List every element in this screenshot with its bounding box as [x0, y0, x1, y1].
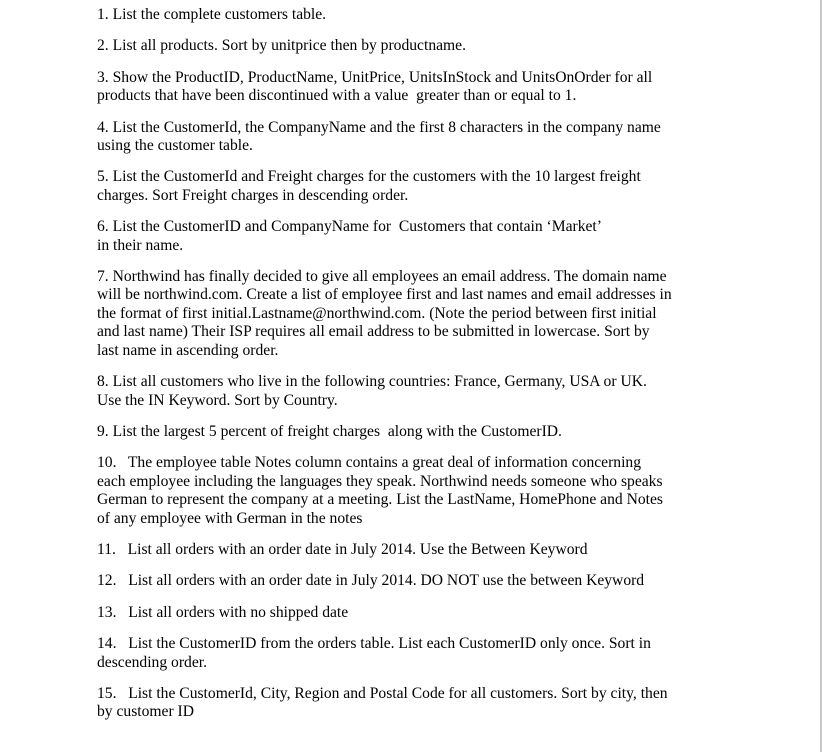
question-3: 3. Show the ProductID, ProductName, UnitPrice, UnitsInStock and UnitsOnOrder for all products that have been discontinued with a value greater than or equal to 1. — [97, 68, 653, 105]
question-5: 5. List the CustomerId and Freight charges for the customers with the 10 largest freight charges. Sort Freight charges in descending order. — [97, 168, 641, 204]
question-6: 6. List the CustomerID and CompanyName for Customers that contain ‘Market’ in their name. — [97, 218, 602, 254]
question-9: 9. List the largest 5 percent of freight charges along with the CustomerID. — [97, 422, 562, 440]
question-1: 1. List the complete customers table. — [97, 6, 327, 23]
question-7: 7. Northwind has finally decided to give all employees an email address. The domain name will be northwind.com. Create a list of employee first and last names and email addresses in the format of first initial.Lastname@northwind.com. (Note the period between first initial and last name) Their ISP requires all email address to be submitted in lowercase. Sort by last name in ascending order. — [97, 268, 672, 359]
question-12: 12. List all orders with an order date in July 2014. DO NOT use the between Keyword — [97, 572, 645, 590]
question-11: 11. List all orders with an order date in July 2014. Use the Between Keyword — [97, 540, 588, 558]
document-body — [97, 6, 697, 735]
question-15: 15. List the CustomerId, City, Region and Postal Code for all customers. Sort by city, then by customer ID — [97, 684, 668, 721]
question-4: 4. List the CustomerId, the CompanyName and the first 8 characters in the company name using the customer table. — [97, 118, 661, 155]
question-13: 13. List all orders with no shipped date — [97, 603, 349, 621]
question-2: 2. List all products. Sort by unitprice then by productname. — [97, 37, 466, 55]
question-8: 8. List all customers who live in the following countries: France, Germany, USA or UK. Use the IN Keyword. Sort by Country. — [97, 373, 647, 409]
question-10: 10. The employee table Notes column contains a great deal of information concerning each employee including the languages they speak. Northwind needs someone who speaks German to represent the company at a meeting. List the LastName, HomePhone and Notes of any employee with German in the notes — [97, 454, 663, 527]
question-14: 14. List the CustomerID from the orders table. List each CustomerID only once. Sort in descending order. — [97, 635, 651, 671]
